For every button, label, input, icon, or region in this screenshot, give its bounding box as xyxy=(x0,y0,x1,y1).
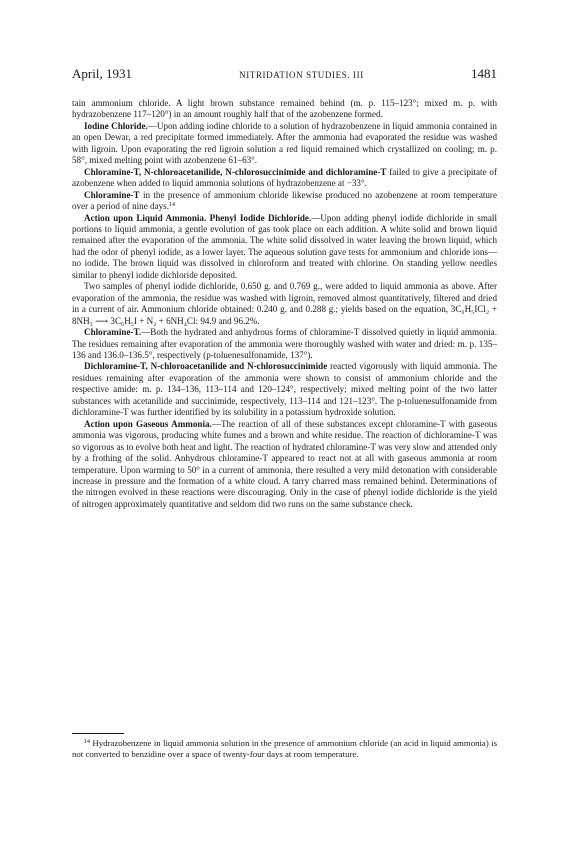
page-header xyxy=(72,66,497,82)
paragraph-chloramine-ammonium: Chloramine-T in the presence of ammonium chloride likewise produced no azobenzene at room temperature over a period of nine days.$^{14}$ xyxy=(72,189,497,212)
section-heading: Chloramine-T xyxy=(84,189,140,200)
footnote-rule xyxy=(72,733,124,734)
paragraph-phenyl-samples: Two samples of phenyl iodide dichloride, 0.650 g. and 0.769 g., were added to liquid ammonia as above. After evaporation of the ammonia, the residue was washed with ligroin, removed almost quantitatively, filtered and dried in a current of air. Ammonium chloride obtained: 0.240 g. and 0.288 g.; yields based on the equation, 3C₆H₅ICl₂ + 8NH₃ ⟶ 3C₆H₅I + N₂ + 6NH₄Cl: 94.9 and 96.2%. xyxy=(72,281,497,326)
paragraph-dichloramine: Dichloramine-T, N-chloroacetanilide and N-chlorosuccinimide reacted vigorously with liquid ammonia. The residues remaining after evaporation of the ammonia were shown to consist of ammonium chloride and the respective amide: m. p. 134–136, 113–114 and 120–124°, respectively; mixed melting point of the two latter substances with acetanilide and succinimide, respectively, 113–114 and 121–123°. The p-toluenesulfonamide from dichloramine-T was further identified by its solubility in a potassium hydroxide solution. xyxy=(72,361,497,418)
paragraph-chloramine-t: Chloramine-T.—Both the hydrated and anhydrous forms of chloramine-T dissolved quietly in liquid ammonia. The residues remaining after evaporation of the ammonia were thoroughly washed with water and dried: m. p. 135–136 and 136.0–136.5°, respectively (p-toluenesulfonamide, 137°). xyxy=(72,327,497,360)
body-text xyxy=(72,98,497,510)
footnote: $^{14}$ Hydrazobenzene in liquid ammonia solution in the presence of ammonium chloride (an acid in liquid ammonia) is not converted to benzidine over a space of twenty-four days at room temperature. xyxy=(72,738,497,759)
paragraph-gaseous-ammonia: Action upon Gaseous Ammonia.—The reaction of all of these substances except chloramine-T with gaseous ammonia was vigorous, producing white fumes and a brown and white residue. The reaction of dichloramine-T was so vigorous as to evolve both heat and light. The reaction of hydrated chloramine-T was very slow and attended only by a frothing of the solid. Anhydrous chloramine-T appeared to react not at all with gaseous ammonia at room temperature. Upon warming to 50° in a current of ammonia, there resulted a very mild detonation with considerable increase in pressure and the formation of a white cloud. A tarry charred mass remained behind. Determinations of the nitrogen evolved in these reactions were discouraging. Only in the case of phenyl iodide dichloride is the yield of nitrogen approximately quantitative and seldom did two runs on the same substance check. xyxy=(72,418,498,509)
header-date: April, 1931 xyxy=(72,66,132,81)
page-number: 1481 xyxy=(471,66,497,81)
section-heading: Action upon Gaseous Ammonia. xyxy=(84,418,212,429)
section-heading: Iodine Chloride. xyxy=(84,120,148,131)
section-heading: Chloramine-T, N-chloroacetanilide, N-chlorosuccinimide and dichloramine-T xyxy=(84,166,387,177)
section-heading: Dichloramine-T, N-chloroacetanilide and N-chlorosuccinimide xyxy=(84,361,328,372)
paragraph-chloramine-failed: Chloramine-T, N-chloroacetanilide, N-chlorosuccinimide and dichloramine-T failed to give a precipitate of azobenzene when added to liquid ammonia solutions of hydrazobenzene at −33°. xyxy=(72,166,497,189)
paragraph-iodine-chloride: Iodine Chloride.—Upon adding iodine chloride to a solution of hydrazobenzene in liquid ammonia contained in an open Dewar, a red precipitate formed immediately. After the ammonia had evaporated the residue was washed with ligroin. Upon evaporating the red ligroin solution a red liquid remained which crystallized on cooling; m. p. 58°, mixed melting point with azobenzene 61–63°. xyxy=(72,120,497,166)
section-heading: Action upon Liquid Ammonia. Phenyl Iodide Dichloride. xyxy=(84,212,312,223)
paragraph-1: tain ammonium chloride. A light brown substance remained behind (m. p. 115–123°; mixed m. p. with hydrazobenzene 117–120°) in an amount roughly half that of the azobenzene formed. xyxy=(72,98,497,120)
running-title: NITRIDATION STUDIES. III xyxy=(239,70,364,80)
footnote-marker: 14 xyxy=(84,739,90,745)
footnote-ref: 14 xyxy=(168,202,175,209)
section-heading: Chloramine-T. xyxy=(84,327,142,338)
paragraph-liquid-ammonia: Action upon Liquid Ammonia. Phenyl Iodide Dichloride.—Upon adding phenyl iodide dichloride in small portions to liquid ammonia, a gentle evolution of gas took place on each addition. A white solid and brown liquid remained after the evaporation of the ammonia. The white solid dissolved in water leaving the brown liquid, which had the odor of phenyl iodide, as a lower layer. The aqueous solution gave tests for ammonium and chloride ions—no iodide. The brown liquid was dissolved in chloroform and treated with chlorine. On standing yellow needles similar to phenyl iodide dichloride deposited. xyxy=(72,212,497,280)
